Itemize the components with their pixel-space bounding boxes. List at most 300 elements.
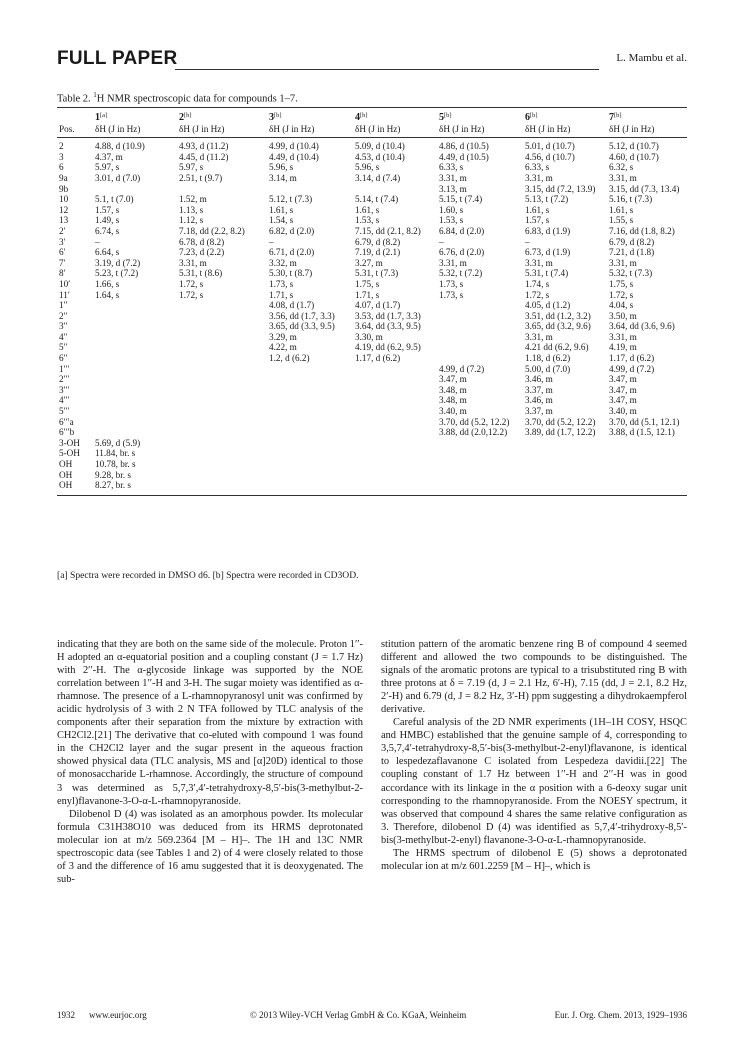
position-cell: 3′: [59, 236, 66, 247]
page-number: 1932: [57, 1010, 75, 1020]
table-caption: Table 2. $^1$H NMR spectroscopic data for compounds 1–7.: [57, 91, 298, 105]
table-row: [57, 173, 687, 184]
shift-cell: 5.16, t (7.3): [609, 194, 653, 205]
shift-cell: 5.09, d (10.4): [355, 141, 405, 152]
shift-cell: 3.32, m: [269, 257, 297, 268]
shift-cell: [437, 342, 523, 353]
shift-cell: 2.51, t (9.7): [179, 172, 223, 183]
shift-cell: [93, 406, 177, 417]
shift-cell: 3.64, dd (3.3, 9.5): [355, 321, 421, 332]
shift-cell: 1.72, s: [179, 289, 204, 300]
shift-cell: 3.70, dd (5.2, 12.2): [439, 416, 510, 427]
shift-cell: 5.23, t (7.2): [95, 268, 139, 279]
copyright-notice: © 2013 Wiley-VCH Verlag GmbH & Co. KGaA, Weinheim: [250, 1010, 467, 1020]
shift-cell: 3.47, m: [439, 374, 467, 385]
shift-cell: 6.74, s: [95, 225, 120, 236]
shift-cell: [177, 300, 267, 311]
shift-cell: [267, 395, 353, 406]
shift-cell: 4.45, d (11.2): [179, 151, 229, 162]
shift-cell: 6.64, s: [95, 247, 120, 258]
shift-cell: [353, 427, 437, 438]
position-cell: 6′′′b: [59, 427, 75, 438]
shift-cell: 1.71, s: [355, 289, 380, 300]
shift-cell: [607, 470, 687, 481]
paragraph: Careful analysis of the 2D NMR experiments (1H–1H COSY, HSQC and HMBC) established that the genuine sample of 4, corresponding to 3,5,7,4′-tetrahydroxy-8,5′-bis(3-methylbut-2-enyl)flavanone, is identical to lespedezaflavanone C isolated from Lespedeza davidii.[22] The coupling constant of 1.7 Hz between 1′′-H and 2′′-H was in good accordance with its linkage in the α position with a 6-deoxy sugar unit corresponding to the rhamnopyranoside. From the NOESY spectrum, it was observed that compound 4 shares the same relative configuration as 3. Therefore, dilobenol D (4) was identified as 5,7,4′-trihydroxy-8,5′-bis(3-methylbut-2-enyl) flavanone-3-O-α-L-rhamnopyranoside.: [381, 717, 687, 846]
shift-cell: 5.12, d (10.7): [609, 141, 659, 152]
shift-cell: [267, 406, 353, 417]
shift-cell: 3.65, dd (3.2, 9.6): [525, 321, 591, 332]
shift-cell: [437, 448, 523, 459]
shift-cell: 7.23, d (2.2): [179, 247, 225, 258]
position-cell: OH: [59, 469, 73, 480]
position-cell: 6: [59, 162, 64, 173]
body-column-left: [57, 638, 363, 886]
position-cell: 2: [59, 141, 64, 152]
shift-cell: 1.64, s: [95, 289, 120, 300]
compound-subheader: δH (J in Hz): [93, 124, 177, 138]
shift-cell: 1.72, s: [525, 289, 550, 300]
shift-cell: [177, 311, 267, 322]
shift-cell: –: [269, 236, 274, 247]
shift-cell: 1.52, m: [179, 194, 207, 205]
shift-cell: 3.31, m: [609, 331, 637, 342]
shift-cell: [267, 374, 353, 385]
column-header-row: [57, 124, 687, 138]
shift-cell: 6.33, s: [525, 162, 550, 173]
shift-cell: 3.64, dd (3.6, 9.6): [609, 321, 675, 332]
shift-cell: 9.28, br. s: [95, 469, 131, 480]
shift-cell: 5.13, t (7.2): [525, 194, 569, 205]
table-row: [57, 311, 687, 322]
table-footnote: [a] Spectra were recorded in DMSO d6. [b] Spectra were recorded in CD3OD.: [57, 570, 359, 581]
table-row: [57, 226, 687, 237]
journal-website: www.eurjoc.org: [89, 1010, 147, 1020]
shift-cell: 4.04, s: [609, 300, 634, 311]
shift-cell: [177, 184, 267, 195]
shift-cell: 4.99, d (10.4): [269, 141, 319, 152]
table-row: [57, 237, 687, 248]
shift-cell: 6.76, d (2.0): [439, 247, 485, 258]
table-row: [57, 321, 687, 332]
shift-cell: 6.82, d (2.0): [269, 225, 315, 236]
shift-cell: 1.75, s: [609, 278, 634, 289]
page-header: [57, 48, 687, 76]
table-body: [57, 138, 687, 496]
shift-cell: 4.19, m: [609, 342, 637, 353]
shift-cell: 3.30, m: [355, 331, 383, 342]
shift-cell: 1.61, s: [525, 204, 550, 215]
shift-cell: 5.96, s: [355, 162, 380, 173]
compound-subheader: δH (J in Hz): [523, 124, 607, 138]
shift-cell: [177, 385, 267, 396]
shift-cell: [177, 480, 267, 495]
table-row: [57, 459, 687, 470]
shift-cell: 4.99, d (7.2): [609, 363, 655, 374]
shift-cell: [353, 184, 437, 195]
shift-cell: [353, 364, 437, 375]
shift-cell: 5.69, d (5.9): [95, 437, 141, 448]
shift-cell: [177, 406, 267, 417]
position-cell: 1′′′: [59, 363, 70, 374]
shift-cell: [437, 470, 523, 481]
position-cell: OH: [57, 480, 93, 495]
shift-cell: [177, 438, 267, 449]
position-cell: 3′′′: [59, 384, 70, 395]
table-row: [57, 448, 687, 459]
shift-cell: [523, 459, 607, 470]
shift-cell: [267, 385, 353, 396]
shift-cell: 4.53, d (10.4): [355, 151, 405, 162]
pos-header: Pos.: [57, 124, 93, 138]
shift-cell: 1.61, s: [269, 204, 294, 215]
shift-cell: 3.19, d (7.2): [95, 257, 141, 268]
position-cell: 3′′: [59, 321, 68, 332]
shift-cell: [267, 480, 353, 495]
shift-cell: 7.18, dd (2.2, 8.2): [179, 225, 245, 236]
shift-cell: 3.37, m: [525, 384, 553, 395]
shift-cell: 11.84, br. s: [95, 448, 136, 459]
shift-cell: [93, 364, 177, 375]
shift-cell: 4.05, d (1.2): [525, 300, 571, 311]
shift-cell: [607, 480, 687, 495]
shift-cell: [177, 459, 267, 470]
shift-cell: [177, 427, 267, 438]
table-row: [57, 374, 687, 385]
shift-cell: 3.51, dd (1.2, 3.2): [525, 310, 591, 321]
shift-cell: 3.37, m: [525, 406, 553, 417]
shift-cell: 5.01, d (10.7): [525, 141, 575, 152]
shift-cell: [523, 480, 607, 495]
compound-subheader: δH (J in Hz): [353, 124, 437, 138]
shift-cell: 4.21 dd (6.2, 9.6): [525, 342, 589, 353]
shift-cell: 5.32, t (7.3): [609, 268, 653, 279]
shift-cell: [523, 438, 607, 449]
table-row: [57, 470, 687, 481]
compound-subheader: δH (J in Hz): [607, 124, 687, 138]
shift-cell: 1.72, s: [179, 278, 204, 289]
position-cell: 4′′′: [59, 395, 70, 406]
shift-cell: 3.14, m: [269, 172, 297, 183]
shift-cell: 3.15, dd (7.2, 13.9): [525, 183, 596, 194]
table-row: [57, 215, 687, 226]
shift-cell: 3.14, d (7.4): [355, 172, 401, 183]
shift-cell: 1.12, s: [179, 215, 204, 226]
shift-cell: 4.37, m: [95, 151, 123, 162]
shift-cell: 6.71, d (2.0): [269, 247, 315, 258]
shift-cell: 3.47, m: [609, 374, 637, 385]
shift-cell: 1.71, s: [269, 289, 294, 300]
table-row: [57, 300, 687, 311]
shift-cell: [177, 364, 267, 375]
shift-cell: [437, 459, 523, 470]
shift-cell: [267, 459, 353, 470]
shift-cell: [267, 427, 353, 438]
shift-cell: 3.53, dd (1.7, 3.3): [355, 310, 421, 321]
nmr-data-table: [57, 107, 687, 496]
shift-cell: 5.15, t (7.4): [439, 194, 483, 205]
table-row: [57, 342, 687, 353]
shift-cell: 1.74, s: [525, 278, 550, 289]
shift-cell: [523, 470, 607, 481]
position-cell: 3: [59, 151, 64, 162]
shift-cell: 5.96, s: [269, 162, 294, 173]
shift-cell: 3.31, m: [609, 172, 637, 183]
header-rule: [175, 69, 599, 70]
shift-cell: 1.73, s: [439, 278, 464, 289]
shift-cell: 1.53, s: [355, 215, 380, 226]
shift-cell: [93, 374, 177, 385]
shift-cell: [93, 332, 177, 343]
shift-cell: [93, 385, 177, 396]
shift-cell: [353, 459, 437, 470]
shift-cell: [267, 448, 353, 459]
shift-cell: 5.00, d (7.0): [525, 363, 571, 374]
table-row: [57, 152, 687, 163]
shift-cell: 1.61, s: [355, 204, 380, 215]
compound-number: 5[b]: [437, 108, 523, 124]
journal-citation: Eur. J. Org. Chem. 2013, 1929–1936: [554, 1010, 687, 1020]
shift-cell: 3.50, m: [609, 310, 637, 321]
position-cell: 6′′′a: [59, 416, 74, 427]
shift-cell: [177, 342, 267, 353]
shift-cell: 3.70, dd (5.2, 12.2): [525, 416, 596, 427]
shift-cell: 1.18, d (6.2): [525, 353, 571, 364]
shift-cell: [523, 448, 607, 459]
shift-cell: [607, 459, 687, 470]
shift-cell: [177, 321, 267, 332]
shift-cell: 6.79, d (8.2): [609, 236, 655, 247]
shift-cell: –: [525, 236, 530, 247]
shift-cell: 1.73, s: [269, 278, 294, 289]
shift-cell: [177, 374, 267, 385]
position-cell: 2′: [59, 225, 66, 236]
compound-header-row: [57, 108, 687, 124]
table-row: [57, 205, 687, 216]
table-row: [57, 427, 687, 438]
shift-cell: 1.49, s: [95, 215, 120, 226]
paragraph: The HRMS spectrum of dilobenol E (5) shows a deprotonated molecular ion at m/z 601.2259 [M – H]–, which is: [381, 847, 687, 872]
table-row: [57, 194, 687, 205]
body-column-right: [381, 638, 687, 873]
shift-cell: [177, 395, 267, 406]
shift-cell: [93, 342, 177, 353]
shift-cell: 3.89, dd (1.7, 12.2): [525, 427, 596, 438]
shift-cell: 3.47, m: [609, 384, 637, 395]
shift-cell: 4.93, d (11.2): [179, 141, 229, 152]
shift-cell: 3.31, m: [439, 257, 467, 268]
shift-cell: [437, 332, 523, 343]
position-cell: 3-OH: [59, 437, 80, 448]
position-cell: 2′′′: [59, 374, 70, 385]
position-cell: 6′′: [59, 353, 68, 364]
position-cell: OH: [59, 459, 73, 469]
table-row: [57, 364, 687, 375]
shift-cell: 1.17, d (6.2): [355, 353, 401, 364]
shift-cell: [93, 300, 177, 311]
shift-cell: 5.97, s: [95, 162, 120, 173]
paragraph: indicating that they are both on the same side of the molecule. Proton 1′′-H adopted an α-equatorial position and a coupling constant (J = 1.7 Hz) with 2′′-H. The α-glycoside linkage was supported by the NOE correlation between 1′′-H and 3-H. The sugar moiety was identified as α-rhamnose. The presence of a L-rhamnopyranosyl unit was confirmed by acidic hydrolysis of 3 with 2 N TFA followed by TLC analysis of the components after their separation from the mixture by extraction with CH2Cl2.[21] The derivative that co-eluted with compound 1 was found in the CH2Cl2 layer and the sugar present in the aqueous fraction showed physical data (TLC analysis, MS and [α]20D) identical to those of monosaccharide L-rhamnose. Accordingly, the structure of compound 3 was determined as 5,7,3′,4′-tetrahydroxy-8,5′-bis(3-methylbut-2-enyl)flavanone-3-O-α-L-rhamnopyranoside.: [57, 639, 363, 807]
table-row: [57, 385, 687, 396]
shift-cell: 4.49, d (10.5): [439, 151, 489, 162]
shift-cell: 5.12, t (7.3): [269, 194, 313, 205]
shift-cell: 1.13, s: [179, 204, 204, 215]
compound-number: 1[a]: [93, 108, 177, 124]
shift-cell: 1.17, d (6.2): [609, 353, 655, 364]
shift-cell: 1.2, d (6.2): [269, 353, 310, 364]
shift-cell: [267, 470, 353, 481]
paragraph: Dilobenol D (4) was isolated as an amorphous powder. Its molecular formula C31H38O10 was deduced from its HRMS deprotonated molecular ion at m/z 569.2364 [M – H]–. The 1H and 13C NMR spectroscopic data (see Tables 1 and 2) of 4 were closely related to those of 3 and the difference of 16 amu suggested that it is deoxygenated. The sub-: [57, 808, 363, 885]
shift-cell: 5.97, s: [179, 162, 204, 173]
shift-cell: [437, 321, 523, 332]
shift-cell: 6.83, d (1.9): [525, 225, 571, 236]
position-cell: 9a: [59, 172, 68, 183]
table-row: [57, 332, 687, 343]
shift-cell: 10.78, br. s: [95, 459, 136, 469]
compound-number: 3[b]: [267, 108, 353, 124]
shift-cell: [437, 300, 523, 311]
shift-cell: 3.47, m: [609, 395, 637, 406]
table-row: [57, 290, 687, 301]
table-row: [57, 406, 687, 417]
position-cell: 2′′: [59, 310, 68, 321]
shift-cell: [267, 364, 353, 375]
position-cell: 7′: [59, 257, 66, 268]
section-label: FULL PAPER: [57, 48, 178, 69]
table-row: [57, 162, 687, 173]
shift-cell: 3.15, dd (7.3, 13.4): [609, 183, 680, 194]
shift-cell: 4.86, d (10.5): [439, 141, 489, 152]
shift-cell: 5.31, t (7.4): [525, 268, 569, 279]
shift-cell: [353, 374, 437, 385]
compound-number: 6[b]: [523, 108, 607, 124]
shift-cell: 6.73, d (1.9): [525, 247, 571, 258]
shift-cell: 7.19, d (2.1): [355, 247, 401, 258]
compound-subheader: δH (J in Hz): [437, 124, 523, 138]
shift-cell: [177, 417, 267, 428]
shift-cell: 3.27, m: [355, 257, 383, 268]
shift-cell: 1.73, s: [439, 289, 464, 300]
shift-cell: 3.13, m: [439, 183, 467, 194]
shift-cell: 6.32, s: [609, 162, 634, 173]
shift-cell: 3.48, m: [439, 395, 467, 406]
table-row: [57, 247, 687, 258]
position-cell: 1′′: [59, 300, 68, 311]
shift-cell: [353, 480, 437, 495]
shift-cell: 4.49, d (10.4): [269, 151, 319, 162]
position-cell: 9b: [59, 183, 69, 194]
shift-cell: [93, 311, 177, 322]
shift-cell: 6.78, d (8.2): [179, 236, 225, 247]
shift-cell: [607, 448, 687, 459]
shift-cell: 5.14, t (7.4): [355, 194, 399, 205]
shift-cell: 3.31, m: [439, 172, 467, 183]
shift-cell: –: [439, 236, 444, 247]
shift-cell: 3.56, dd (1.7, 3.3): [269, 310, 335, 321]
shift-cell: [93, 427, 177, 438]
shift-cell: 1.66, s: [95, 278, 120, 289]
shift-cell: 4.07, d (1.7): [355, 300, 401, 311]
shift-cell: 1.57, s: [95, 204, 120, 215]
position-cell: 5-OH: [59, 448, 80, 459]
shift-cell: 3.88, dd (2.0,12.2): [439, 427, 508, 438]
shift-cell: 4.99, d (7.2): [439, 363, 485, 374]
shift-cell: [93, 184, 177, 195]
compound-subheader: δH (J in Hz): [267, 124, 353, 138]
shift-cell: 5.30, t (8.7): [269, 268, 313, 279]
shift-cell: 5.32, t (7.2): [439, 268, 483, 279]
shift-cell: 4.19, dd (6.2, 9.5): [355, 342, 421, 353]
shift-cell: 1.75, s: [355, 278, 380, 289]
table-row: [57, 184, 687, 195]
shift-cell: 5.31, t (8.6): [179, 268, 223, 279]
position-cell: 10: [59, 194, 69, 205]
shift-cell: 5.1, t (7.0): [95, 194, 134, 205]
table-row: [57, 268, 687, 279]
shift-cell: [267, 417, 353, 428]
shift-cell: [177, 470, 267, 481]
shift-cell: 4.88, d (10.9): [95, 141, 145, 152]
position-cell: 12: [59, 204, 69, 215]
shift-cell: [437, 438, 523, 449]
shift-cell: [437, 480, 523, 495]
shift-cell: 1.54, s: [269, 215, 294, 226]
table-row: [57, 480, 687, 495]
shift-cell: [437, 353, 523, 364]
table-row: [57, 279, 687, 290]
table-row: [57, 138, 687, 152]
shift-cell: [93, 353, 177, 364]
table-row: [57, 395, 687, 406]
shift-cell: [177, 353, 267, 364]
shift-cell: 1.72, s: [609, 289, 634, 300]
compound-number: 2[b]: [177, 108, 267, 124]
position-cell: 5′′′: [59, 406, 70, 417]
shift-cell: [93, 417, 177, 428]
shift-cell: 1.57, s: [525, 215, 550, 226]
shift-cell: 7.21, d (1.8): [609, 247, 655, 258]
shift-cell: [353, 385, 437, 396]
shift-cell: 7.15, dd (2.1, 8.2): [355, 225, 421, 236]
shift-cell: 5.31, t (7.3): [355, 268, 399, 279]
shift-cell: –: [95, 236, 100, 247]
shift-cell: 8.27, br. s: [93, 480, 177, 495]
shift-cell: 3.40, m: [609, 406, 637, 417]
compound-subheader: δH (J in Hz): [177, 124, 267, 138]
shift-cell: 6.79, d (8.2): [355, 236, 401, 247]
shift-cell: [177, 448, 267, 459]
shift-cell: 6.33, s: [439, 162, 464, 173]
shift-cell: 1.60, s: [439, 204, 464, 215]
shift-cell: 3.88, d (1.5, 12.1): [609, 427, 675, 438]
shift-cell: [353, 417, 437, 428]
position-cell: 6′: [59, 247, 66, 258]
shift-cell: 4.08, d (1.7): [269, 300, 315, 311]
shift-cell: 7.16, dd (1.8, 8.2): [609, 225, 675, 236]
shift-cell: 3.31, m: [179, 257, 207, 268]
shift-cell: [437, 311, 523, 322]
shift-cell: 1.55, s: [609, 215, 634, 226]
shift-cell: 4.22, m: [269, 342, 297, 353]
shift-cell: 1.53, s: [439, 215, 464, 226]
shift-cell: [353, 438, 437, 449]
shift-cell: 3.31, m: [525, 257, 553, 268]
shift-cell: 3.46, m: [525, 395, 553, 406]
shift-cell: 4.60, d (10.7): [609, 151, 659, 162]
shift-cell: [93, 395, 177, 406]
shift-cell: [177, 332, 267, 343]
shift-cell: 3.40, m: [439, 406, 467, 417]
shift-cell: 3.70, dd (5.1, 12.1): [609, 416, 680, 427]
